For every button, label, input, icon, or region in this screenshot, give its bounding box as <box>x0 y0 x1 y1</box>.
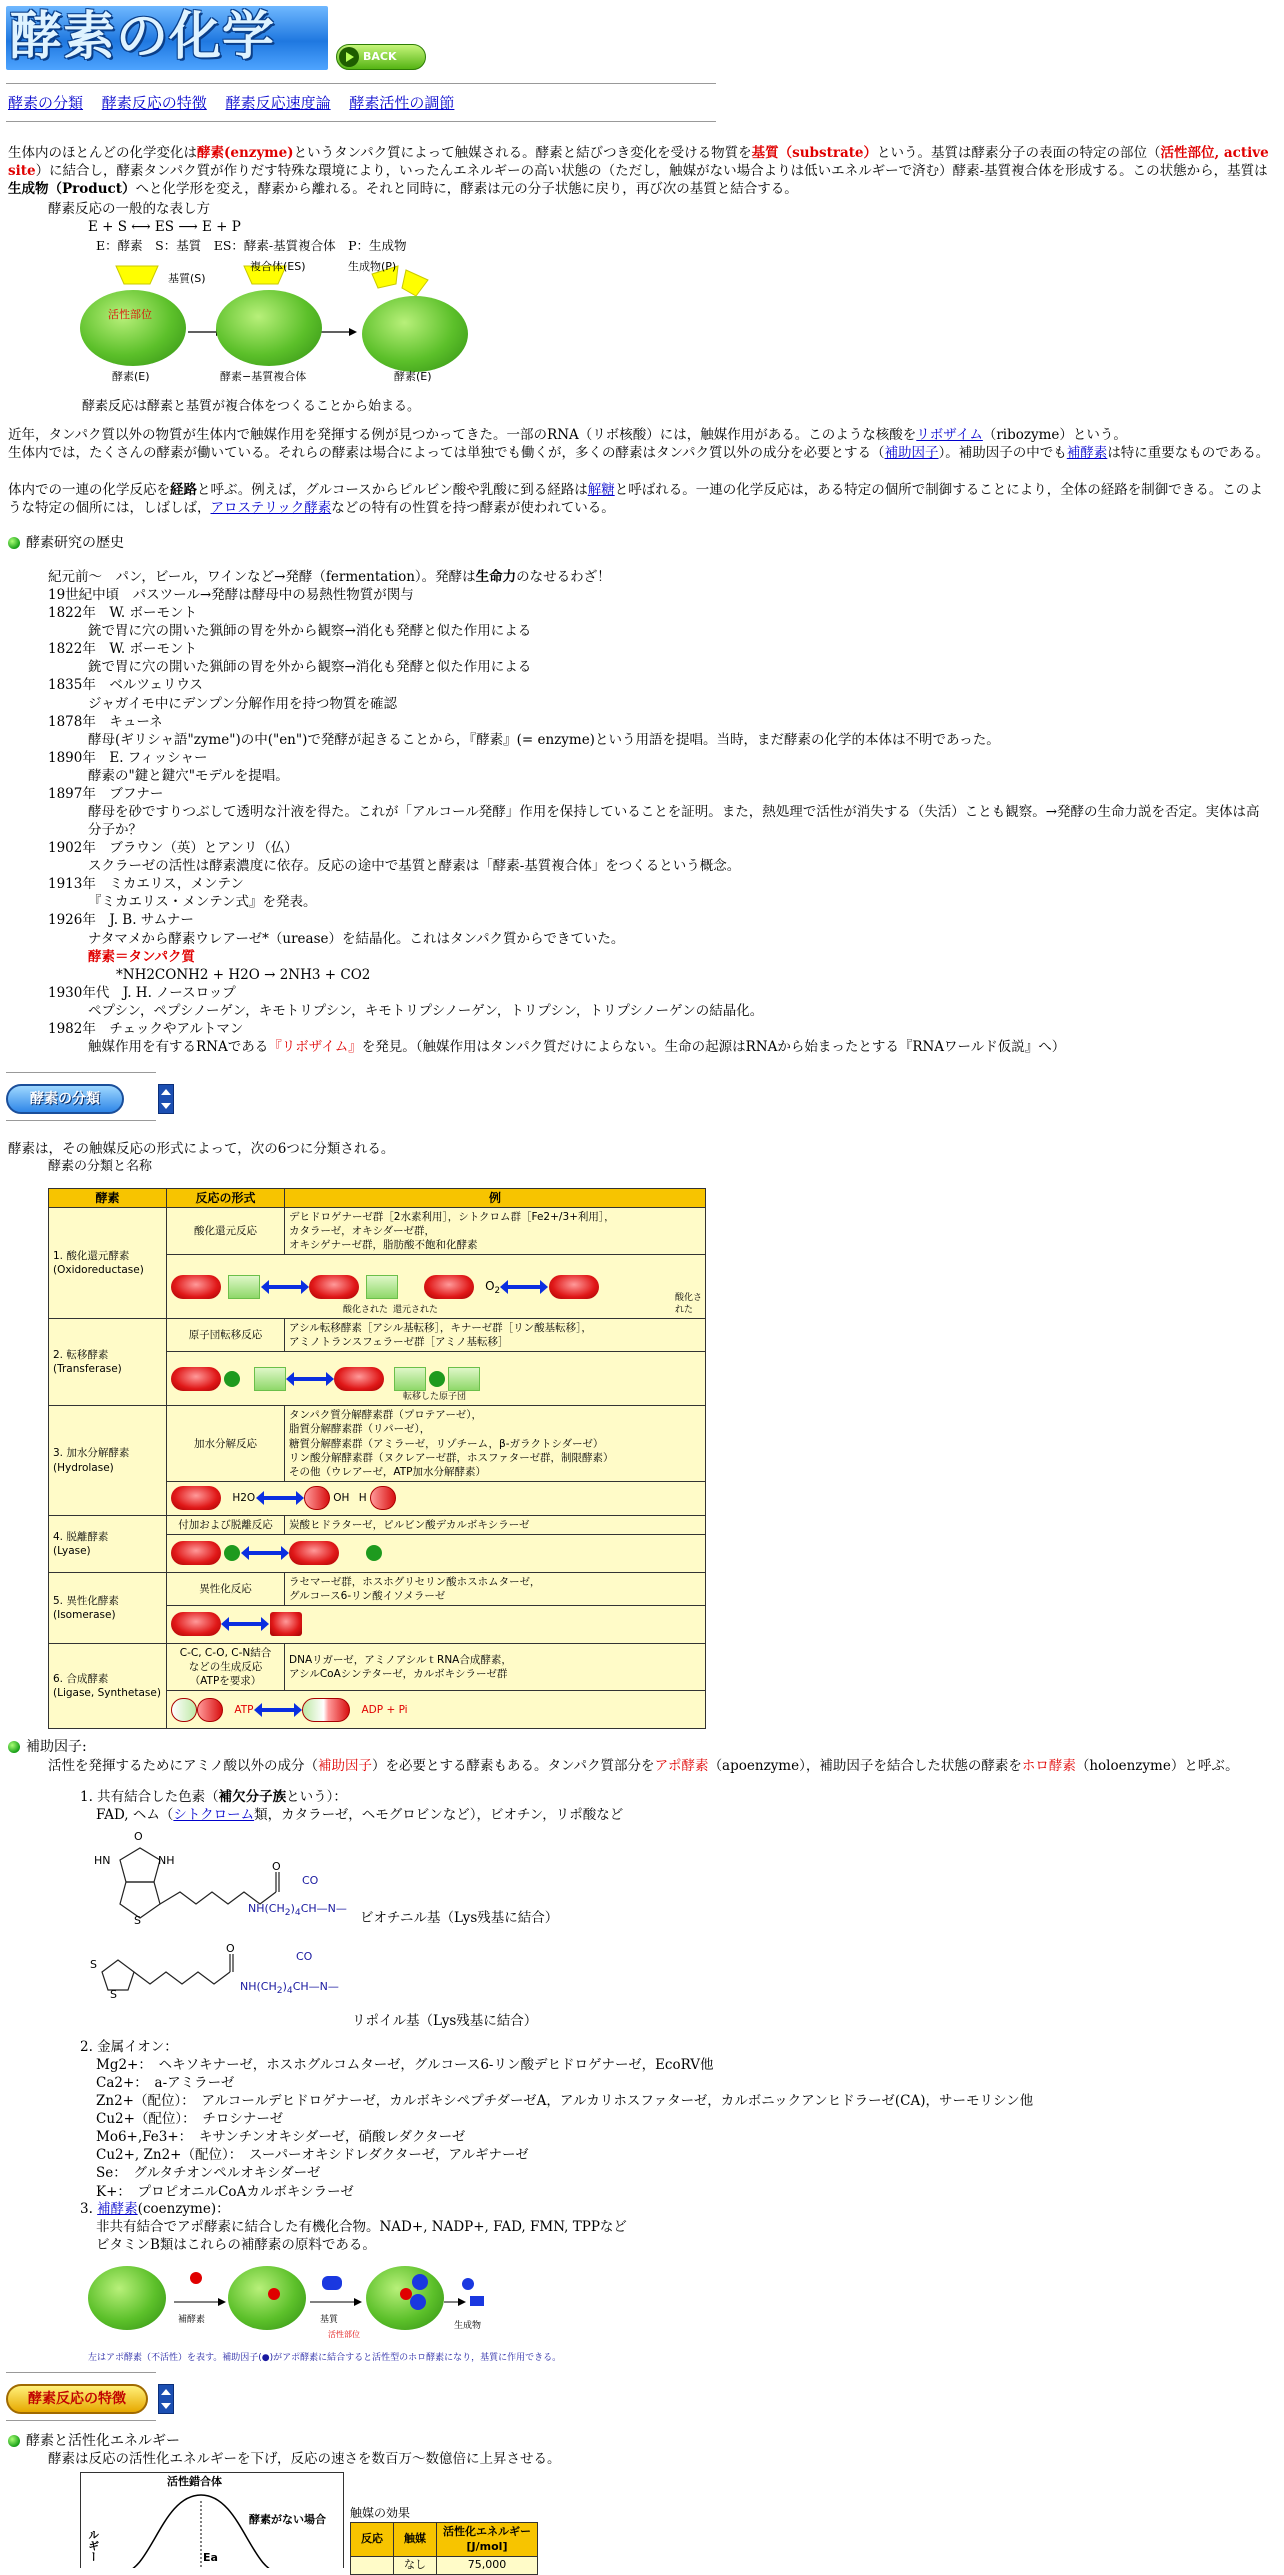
reaction-form: 酸化還元反応 <box>167 1208 285 1255</box>
label-complex: 複合体(ES) <box>250 260 306 273</box>
enzyme-examples: DNAリガーゼ，アミノアシルｔRNA合成酵素， アシルCoAシンテターゼ，カルボキシラーゼ群 <box>285 1643 706 1690</box>
table-header-row <box>351 2523 538 2557</box>
table-cell: なし <box>394 2557 437 2575</box>
substrate-square-icon <box>254 1367 286 1391</box>
cofactor-link[interactable]: 補助因子 <box>884 445 939 461</box>
h2o-label: H2O <box>232 1492 256 1505</box>
metal-item: Mg2+： ヘキソキナーゼ，ホスホグルコムターゼ，グルコース6-リン酸デヒドロゲナーゼ，EcoRV他 <box>96 2057 714 2073</box>
equation-legend: E：酵素 S：基質 ES：酵素-基質複合体 P：生成物 <box>96 238 407 253</box>
history-item: 1902年 ブラウン（英）とアンリ（仏） <box>48 840 298 857</box>
enzyme-examples: デヒドロゲナーゼ群［2水素利用］，シトクロム群［Fe2+/3+利用］， カタラーゼ，オキシダーゼ群， オキシゲナーゼ群，脂肪酸不飽和化酵素 <box>285 1208 706 1255</box>
column-header: 触媒 <box>394 2523 437 2557</box>
enzyme-examples: 炭酸ヒドラターゼ，ピルビン酸デカルボキシラーゼ <box>285 1515 706 1534</box>
enzyme-class-name: 6. 合成酵素 (Ligase, Synthetase) <box>49 1643 167 1728</box>
column-header: 反応の形式 <box>167 1189 285 1208</box>
table-row <box>49 1572 706 1605</box>
history-item: 1897年 ブフナー <box>48 785 164 802</box>
enzyme-class-name: 2. 転移酵素 (Transferase) <box>49 1319 167 1406</box>
label-activated-complex: 活性錯合体 <box>167 2475 222 2488</box>
enzyme-pill-icon <box>309 1275 359 1299</box>
substrate-square-icon <box>448 1367 480 1391</box>
up-arrow-icon <box>161 1089 171 1095</box>
enzyme-examples: アシル転移酵素［アシル基転移］，キナーゼ群［リン酸基転移］， アミノトランスフェラーゼ群［アミノ基転移］ <box>285 1319 706 1352</box>
metal-item: Zn2+（配位）： アルコールデヒドロゲナーゼ，カルボキシペプチダーゼA，アルカリホスファターゼ，カルボニックアンヒドラーゼ(CA)，サーモリシン他 <box>96 2093 1034 2110</box>
history-item: 1926年 J. B. サムナー <box>48 912 194 929</box>
double-arrow-icon <box>263 1496 297 1500</box>
history-detail: ジャガイモ中にデンプン分解作用を持つ物質を確認 <box>88 695 398 712</box>
label-ea: Ea <box>203 2551 218 2564</box>
group-dot-icon <box>429 1371 445 1387</box>
label-oxidized: 酸化された <box>675 1293 703 1316</box>
metal-item: K+： プロピオニルCoAカルボキシラーゼ <box>96 2183 354 2200</box>
double-arrow-icon <box>268 1285 302 1289</box>
label-product: 生成物 <box>454 2321 482 2331</box>
enzyme-pill-icon <box>171 1541 221 1565</box>
divider <box>6 1120 156 1121</box>
adp-label: ADP + Pi <box>361 1703 408 1716</box>
history-detail: 銃で胃に穴の開いた猟師の胃を外から観察→消化も発酵と似た作用による <box>88 623 532 640</box>
label-active-site: 活性部位 <box>108 308 152 321</box>
coenzyme-link[interactable]: 補酵素 <box>1066 445 1108 461</box>
features-button[interactable]: 酵素反応の特徴 <box>6 2384 148 2414</box>
atp-label: ATP <box>234 1703 254 1716</box>
history-item: 1930年代 J. H. ノースロップ <box>48 984 236 1001</box>
enzyme-pill-icon <box>171 1486 221 1510</box>
classification-table <box>48 1188 706 1729</box>
down-arrow-icon <box>161 1103 171 1109</box>
label-product: 生成物(P) <box>348 260 397 273</box>
group-dot-icon <box>366 1545 382 1561</box>
label-coenzyme: 補酵素 <box>178 2315 206 2325</box>
half-pill-icon <box>197 1698 223 1722</box>
double-arrow-icon <box>293 1377 327 1381</box>
logo <box>6 6 328 70</box>
history-item: 1822年 W. ボーモント <box>48 641 197 658</box>
label-enzyme: 酵素(E) <box>112 370 150 383</box>
enzyme-pill-icon <box>289 1541 339 1565</box>
group-dot-icon <box>224 1371 240 1387</box>
table-row <box>49 1643 706 1690</box>
divider <box>6 1072 156 1073</box>
hydrolase-figure <box>167 1481 706 1515</box>
list-item-2: 2. 金属イオン： <box>80 2039 178 2055</box>
label-no-enzyme: 酵素がない場合 <box>249 2513 326 2526</box>
transferase-figure <box>167 1352 706 1406</box>
o2-label: O <box>485 1278 495 1293</box>
column-header: 酵素 <box>49 1189 167 1208</box>
history-detail: スクラーゼの活性は酵素濃度に依存。反応の途中で基質と酵素は「酵素-基質複合体」をつくるという概念。 <box>88 858 741 875</box>
history-detail: 『ミカエリス・メンテン式』を発表。 <box>88 894 317 911</box>
history-highlight: 酵素＝タンパク質 <box>88 948 196 965</box>
history-detail: 酵母(ギリシャ語"zyme")の中("en")で発酵が起きることから，『酵素』(= enzyme)という用語を提唱。当時，まだ酵素の化学的本体は不明であった。 <box>88 731 1000 748</box>
nav-bar <box>8 93 468 113</box>
back-button[interactable] <box>336 44 426 70</box>
allosteric-link[interactable]: アロステリック酵素 <box>210 500 332 517</box>
history-detail: 銃で胃に穴の開いた猟師の胃を外から観察→消化も発酵と似た作用による <box>88 659 532 676</box>
cofactor-paragraph: 活性を発揮するためにアミノ酸以外の成分（補助因子）を必要とする酵素もある。タンパク質部分をアポ酵素（apoenzyme），補助因子を結合した状態の酵素をホロ酵素（holoenzyme）と呼ぶ。 <box>48 1758 1239 1774</box>
history-item: 19世紀中頃 パスツール→発酵は酵母中の易熱性物質が関与 <box>48 587 414 604</box>
enzyme-pill-icon <box>334 1367 384 1391</box>
effect-table-title: 触媒の効果 <box>350 2506 411 2520</box>
cofactor-paragraph: 生体内では，たくさんの酵素が働いている。それらの酵素は場合によっては単独でも働くが，多くの酵素はタンパク質以外の成分を必要とする（補助因子）。補助因子の中でも補酵素は特に重要なものである。 <box>8 445 1270 461</box>
history-detail: 酵素の"鍵と鍵穴"モデルを提唱。 <box>88 767 289 784</box>
complex-blob <box>216 290 322 366</box>
double-arrow-icon <box>507 1285 541 1289</box>
history-detail: ナタマメから酵素ウレアーゼ*（urease）を結晶化。これはタンパク質からできていた。 <box>88 930 625 947</box>
metal-item: Ca2+： a-アミラーゼ <box>96 2075 235 2092</box>
features-heading: 酵素と活性化エネルギー <box>8 2432 180 2451</box>
double-arrow-icon <box>228 1622 262 1626</box>
substrate-square-icon <box>366 1275 398 1299</box>
divider <box>6 2420 156 2421</box>
coenzyme-figure <box>88 2258 508 2348</box>
biotin-structure: O HN NH S O $NH(CH_2)_4CH—N—$ CO <box>94 1830 347 1927</box>
history-item: 1878年 キューネ <box>48 713 163 730</box>
play-icon <box>339 47 359 67</box>
label-transferred: 転移した原子団 <box>403 1392 467 1403</box>
up-arrow-icon <box>161 2389 171 2395</box>
history-heading: 酵素研究の歴史 <box>8 534 124 553</box>
coenzyme-desc: 非共有結合でアポ酵素に結合した有機化合物。NAD+, NADP+, FAD, FMN, TPPなど <box>96 2219 627 2235</box>
y-axis-label: ルギー <box>86 2529 100 2562</box>
oxidoreductase-figure: $O_2$ 酸化された 還元された 酸化された <box>167 1255 706 1319</box>
history-detail: ペプシン，ペプシノーゲン，キモトリプシン，キモトリプシノーゲン，トリプシン，トリプシノーゲンの結晶化。 <box>88 1002 764 1019</box>
label-substrate: 基質(S) <box>168 272 206 285</box>
metal-list <box>8 2056 1276 2201</box>
reaction-form: 異性化反応 <box>167 1572 285 1605</box>
activation-energy-graph <box>80 2472 344 2568</box>
reaction-form: 付加および脱離反応 <box>167 1515 285 1534</box>
table-row <box>49 1406 706 1481</box>
table-row <box>49 1515 706 1534</box>
enzyme-class-name: 1. 酸化還元酵素 (Oxidoreductase) <box>49 1208 167 1319</box>
label-oxidized: 酸化された <box>343 1305 389 1316</box>
cofactor-heading: 補助因子: <box>8 1738 87 1757</box>
enzyme-pill-icon <box>424 1275 474 1299</box>
list-item-1: 1. 共有結合した色素（補欠分子族という）： <box>80 1789 347 1805</box>
oh-label: OH <box>333 1492 350 1505</box>
table-cell: 75,000 <box>437 2557 538 2575</box>
enzyme-pill-icon <box>171 1275 221 1299</box>
coenzyme-link[interactable]: 補酵素 <box>97 2201 138 2217</box>
cytochrome-link[interactable]: シトクローム <box>173 1807 255 1823</box>
classification-table-title: 酵素の分類と名称 <box>48 1159 153 1174</box>
table-header-row <box>49 1189 706 1208</box>
ribozyme-link[interactable]: リボザイム <box>916 427 983 443</box>
biotin-label: ビオチニル基（Lys残基に結合） <box>360 1910 559 1926</box>
metal-item: Cu2+（配位）： チロシナーゼ <box>96 2111 284 2128</box>
features-paragraph: 酵素は反応の活性化エネルギーを下げ，反応の速さを数百万～数億倍に上昇させる。 <box>48 2451 561 2467</box>
divider <box>6 121 716 122</box>
table-row <box>49 1319 706 1352</box>
coenzyme-caption: 左はアポ酵素（不活性）を表す。補助因子(●)がアポ酵素に結合すると活性型のホロ酵素になり，基質に作用できる。 <box>88 2353 562 2363</box>
column-header: 反応 <box>351 2523 394 2557</box>
divider <box>6 83 716 84</box>
coenzyme-desc: ビタミンB類はこれらの補酵素の原料である。 <box>96 2237 376 2253</box>
history-detail: 酵母を砂ですりつぶして透明な汁液を得た。これが「アルコール発酵」作用を保持していることを証明。また，熱処理で活性が消失する（失活）ことも観察。→発酵の生命力説を否定。実体は高分子か？ <box>88 804 1260 839</box>
double-arrow-icon <box>248 1551 282 1555</box>
bullet-icon <box>8 537 20 549</box>
table-row <box>351 2557 538 2575</box>
isomer-square-icon <box>270 1612 302 1636</box>
enzyme-reaction-diagram <box>76 262 496 390</box>
history-item: 1835年 ベルツェリウス <box>48 677 203 694</box>
substrate-square-icon <box>228 1275 260 1299</box>
history-item: 1913年 ミカエリス，メンテン <box>48 876 244 893</box>
nav-link-kinetics[interactable]: 酵素反応速度論 <box>225 94 331 112</box>
enzyme-blob <box>80 290 186 366</box>
urease-equation: *NH2CONH2 + H2O → 2NH3 + CO2 <box>116 966 371 983</box>
ligase-figure <box>167 1691 706 1729</box>
enzyme-pill-icon <box>549 1275 599 1299</box>
down-arrow-icon <box>161 2403 171 2409</box>
divider <box>6 2372 156 2373</box>
enzyme-pill-icon <box>171 1612 221 1636</box>
table-cell <box>351 2557 394 2575</box>
pathway-paragraph: 体内での一連の化学反応を経路と呼ぶ。例えば，グルコースからピルビン酸や乳酸に到る経路は解糖と呼ばれる。一連の化学反応は，ある特定の個所で制御することにより，全体の経路を制御できる。このような特定の個所には，しばしば，アロステリック酵素などの特有の性質を持つ酵素が使われている。 <box>8 482 1263 517</box>
isomerase-figure <box>167 1605 706 1643</box>
column-header: 例 <box>285 1189 706 1208</box>
metal-item: Cu2+, Zn2+（配位）： スーパーオキシドレダクターゼ，アルギナーゼ <box>96 2147 529 2164</box>
logo-text: 酵素の化学 <box>10 7 276 68</box>
history-item: 紀元前～ パン，ビール，ワインなど→発酵（fermentation）。発酵は生命力のなせるわざ！ <box>48 569 611 585</box>
classification-button[interactable]: 酵素の分類 <box>6 1084 124 1114</box>
classification-intro: 酵素は，その触媒反応の形式によって，次の6つに分類される。 <box>8 1141 395 1157</box>
history-item: 1822年 W. ボーモント <box>48 605 197 622</box>
lipoyl-structure: S S O $NH(CH_2)_4CH—N—$ CO <box>90 1942 339 2001</box>
enzyme-examples: タンパク質分解酵素群（プロテアーゼ）， 脂質分解酵素群（リパーゼ）， 糖質分解酵素群（アミラーゼ，リゾチーム，β-ガラクトシダーゼ） リン酸分解酵素群（ヌクレアーゼ群，ホスファターゼ群，制限酵素） その他（ウレアーゼ，ATP加水分解酵素） <box>285 1406 706 1481</box>
diagram-caption: 酵素反応は酵素と基質が複合体をつくることから始まる。 <box>82 399 421 414</box>
intro-paragraph: 生体内のほとんどの化学変化は酵素(enzyme)というタンパク質によって触媒される。酵素と結びつき変化を受ける物質を基質（substrate）という。基質は酵素分子の表面の特定の部位（活性部位, active site）に結合し，酵素タンパク質が作りだす特殊な環境により，いったんエネルギーの高い状態の（ただし，触媒がない場合よりは低いエネルギーで済む）酵素-基質複合体を形成する。この状態から，基質は生成物（Product）へと化学形を変え，酵素から離れる。それと同時に，酵素は元の分子状態に戻り，再び次の基質と結合する。 <box>8 145 1269 198</box>
half-pill-icon <box>370 1486 396 1510</box>
history-item: 1890年 E. フィッシャー <box>48 749 208 766</box>
lipoyl-label: リポイル基（Lys残基に結合） <box>352 2013 538 2029</box>
reaction-form: 加水分解反応 <box>167 1406 285 1481</box>
back-label: BACK <box>363 49 397 63</box>
metal-item: Mo6+,Fe3+： キサンチンオキシダーゼ，硝酸レダクターゼ <box>96 2129 466 2146</box>
label-enzyme-complex: 酵素−基質複合体 <box>220 370 307 383</box>
equation: E + S ⟷ ES ⟶ E + P <box>88 219 241 235</box>
list-item-3: 3. 補酵素(coenzyme)： <box>80 2201 230 2217</box>
history-item: 1982年 チェックやアルトマン <box>48 1020 244 1037</box>
enzyme-class-name: 5. 異性化酵素 (Isomerase) <box>49 1572 167 1643</box>
enzyme-pill-icon <box>171 1367 221 1391</box>
half-pill-icon <box>171 1698 197 1722</box>
half-pill-icon <box>304 1486 330 1510</box>
enzyme-blob <box>362 296 468 372</box>
double-arrow-icon <box>261 1708 295 1712</box>
glycolysis-link[interactable]: 解糖 <box>587 482 615 498</box>
metal-item: Se： グルタチオンペルオキシダーゼ <box>96 2165 321 2182</box>
list-item-1-detail: FAD, ヘム（シトクローム類，カタラーゼ，ヘモグロビンなど），ビオチン，リポ酸など <box>96 1807 624 1823</box>
enzyme-examples: ラセマーゼ群，ホスホグリセリン酸ホスホムターゼ， グルコース6-リン酸イソメラーゼ <box>285 1572 706 1605</box>
ribozyme-paragraph: 近年，タンパク質以外の物質が生体内で触媒作用を発揮する例が見つかってきた。一部のRNA（リボ核酸）には，触媒作用がある。このような核酸をリボザイム（ribozyme）という。 <box>8 427 1127 443</box>
label-active-site: 活性部位 <box>328 2330 360 2339</box>
bullet-icon <box>8 1741 20 1753</box>
nav-link-regulation[interactable]: 酵素活性の調節 <box>349 94 455 112</box>
h-label: H <box>358 1492 367 1505</box>
catalyst-effect-table <box>350 2522 538 2575</box>
label-enzyme: 酵素(E) <box>394 370 432 383</box>
history-detail: 触媒作用を有するRNAである『リボザイム』を発見。（触媒作用はタンパク質だけによらない。生命の起源はRNAから始まったとする『RNAワールド仮説』へ） <box>88 1039 1066 1056</box>
enzyme-class-name: 3. 加水分解酵素 (Hydrolase) <box>49 1406 167 1515</box>
reaction-form: C-C, C-O, C-N結合 などの生成反応 （ATPを要求） <box>167 1643 285 1690</box>
column-header: 活性化エネルギー [J/mol] <box>437 2523 538 2557</box>
nav-link-features[interactable]: 酵素反応の特徴 <box>101 94 207 112</box>
lyase-figure <box>167 1534 706 1572</box>
bullet-icon <box>8 2435 20 2447</box>
label-reduced: 還元された <box>393 1305 439 1316</box>
label-substrate: 基質 <box>320 2315 339 2325</box>
ligated-pill-icon <box>302 1698 350 1722</box>
general-title: 酵素反応の一般的な表し方 <box>48 201 210 217</box>
nav-link-classification[interactable]: 酵素の分類 <box>8 94 84 112</box>
updown-nav[interactable] <box>158 2384 174 2414</box>
substrate-square-icon <box>394 1367 426 1391</box>
updown-nav[interactable] <box>158 1084 174 1114</box>
table-row <box>49 1208 706 1255</box>
history-list <box>48 568 1268 1056</box>
reaction-form: 原子団転移反応 <box>167 1319 285 1352</box>
enzyme-class-name: 4. 脱離酵素 (Lyase) <box>49 1515 167 1572</box>
group-dot-icon <box>224 1545 240 1561</box>
